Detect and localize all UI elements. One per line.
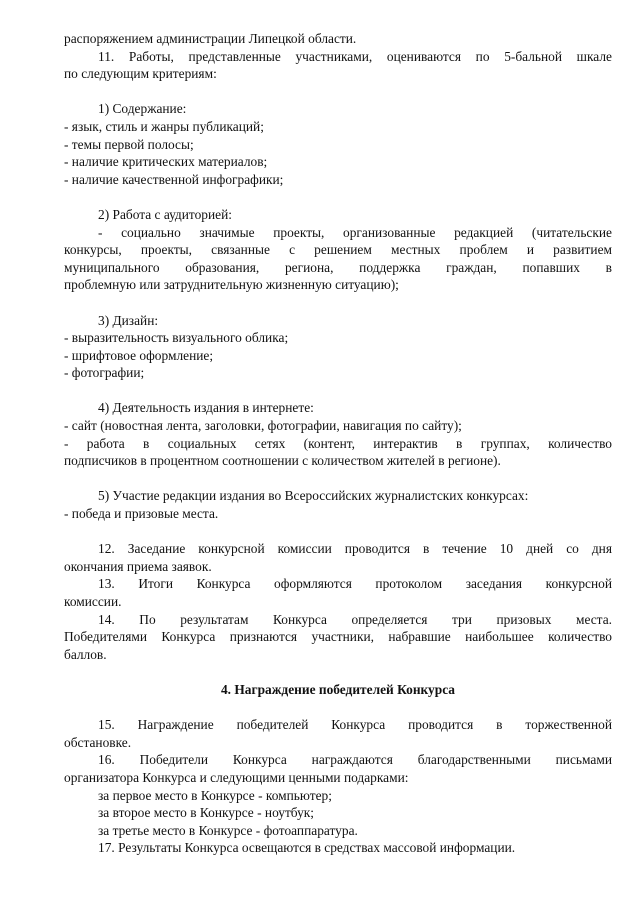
spacer [64, 470, 612, 488]
criteria-heading-audience: 2) Работа с аудиторией: [98, 206, 232, 222]
criteria-heading-design: 3) Дизайн: [98, 312, 159, 328]
list-item: - сайт (новостная лента, заголовки, фотографии, навигация по сайту); [64, 418, 462, 434]
paragraph-16: 16. Победители Конкурса награждаются благодарственными письмами [98, 752, 612, 768]
list-item: - язык, стиль и жанры публикаций; [64, 118, 264, 134]
prize-item: за первое место в Конкурсе - компьютер; [98, 787, 332, 803]
section-heading: 4. Награждение победителей Конкурса [220, 681, 456, 697]
criteria-heading-contests: 5) Участие редакции издания во Всероссийских журналистских конкурсах: [98, 488, 529, 504]
text-line: окончания приема заявок. [64, 558, 212, 574]
text-line: - социально значимые проекты, организованные редакцией (читательские [98, 224, 612, 240]
paragraph-17: 17. Результаты Конкурса освещаются в средствах массовой информации. [98, 840, 516, 856]
text-line: подписчиков в процентном соотношении с количеством жителей в регионе). [64, 453, 501, 469]
spacer [64, 188, 612, 206]
text-line: муниципального образования, региона, поддержка граждан, попавших в [64, 259, 612, 275]
text-line: комиссии. [64, 594, 122, 609]
text-line: обстановке. [64, 734, 132, 750]
text-line: распоряжением администрации Липецкой области. [64, 31, 357, 46]
text-line: организатора Конкурса и следующими ценными подарками: [64, 769, 409, 785]
list-item: - победа и призовые места. [64, 506, 219, 522]
criteria-heading-internet: 4) Деятельность издания в интернете: [98, 400, 314, 416]
text-line: конкурсы, проекты, связанные с решением местных проблем и развитием [64, 242, 612, 258]
paragraph-11: 11. Работы, представленные участниками, оцениваются по 5-бальной шкале [98, 48, 612, 64]
criteria-heading-content: 1) Содержание: [98, 101, 187, 117]
spacer [64, 382, 612, 400]
text-line: Победителями Конкурса признаются участники, набравшие наибольшее количество [64, 629, 612, 645]
spacer [64, 523, 612, 541]
spacer [64, 294, 612, 312]
spacer [64, 663, 612, 681]
prize-item: за третье место в Конкурсе - фотоаппаратура. [98, 822, 358, 838]
paragraph-13: 13. Итоги Конкурса оформляются протоколом заседания конкурсной [98, 576, 612, 592]
paragraph-14: 14. По результатам Конкурса определяется три призовых места. [98, 611, 612, 627]
list-item: - наличие критических материалов; [64, 154, 268, 170]
list-item: - фотографии; [64, 365, 145, 381]
paragraph-15: 15. Награждение победителей Конкурса проводится в торжественной [98, 717, 612, 733]
list-item: - выразительность визуального облика; [64, 330, 289, 346]
text-line: проблемную или затруднительную жизненную ситуацию); [64, 277, 399, 293]
text-line: баллов. [64, 646, 107, 662]
spacer [64, 699, 612, 717]
list-item: - работа в социальных сетях (контент, интерактив в группах, количество [64, 435, 612, 451]
prize-item: за второе место в Конкурсе - ноутбук; [98, 805, 315, 821]
spacer [64, 83, 612, 101]
list-item: - наличие качественной инфографики; [64, 171, 284, 187]
text-line: по следующим критериям: [64, 66, 217, 82]
list-item: - темы первой полосы; [64, 136, 194, 152]
list-item: - шрифтовое оформление; [64, 347, 214, 363]
paragraph-12: 12. Заседание конкурсной комиссии проводится в течение 10 дней со дня [98, 541, 612, 557]
